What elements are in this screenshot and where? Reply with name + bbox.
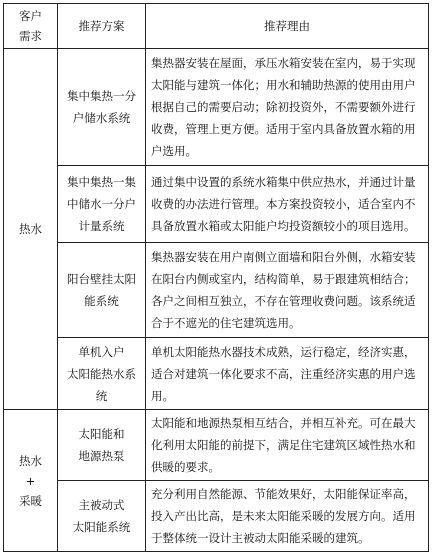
demand-cell-hot-water-heating: 热水 + 采暖 <box>4 410 58 552</box>
recommendation-table <box>3 3 429 552</box>
table-row <box>4 481 429 552</box>
plan-cell: 主被动式 太阳能系统 <box>58 481 146 552</box>
plan-cell: 太阳能和 地源热泵 <box>58 410 146 481</box>
plan-cell: 阳台壁挂太阳 能系统 <box>58 243 146 338</box>
table-row <box>4 49 429 166</box>
table-row <box>4 410 429 481</box>
plan-cell: 单机入户 太阳能热水系 统 <box>58 338 146 410</box>
table-header-row <box>4 4 429 49</box>
reason-cell: 单机太阳能热水器技术成熟，运行稳定，经济实惠，适合对建筑一体化要求不高，注重经济实惠的用户选用。 <box>146 338 429 410</box>
demand-cell-hot-water: 热水 <box>4 49 58 410</box>
plan-cell: 集中集热一集 中储水一分户 计量系统 <box>58 166 146 243</box>
table-row <box>4 243 429 338</box>
header-reason: 推荐理由 <box>146 4 429 49</box>
plan-cell: 集中集热一分 户储水系统 <box>58 49 146 166</box>
reason-cell: 通过集中设置的系统水箱集中供应热水，并通过计量收费的办法进行管理。本方案投资较小，适合室内不具备放置水箱或太阳能户均投资额较小的项目选用。 <box>146 166 429 243</box>
table-row <box>4 338 429 410</box>
header-demand: 客户 需求 <box>4 4 58 49</box>
reason-cell: 集热器安装在用户南侧立面墙和阳台外侧，水箱安装在阳台内侧或室内，结构简单，易于跟建筑相结合；各户之间相互独立，不存在管理收费问题。该系统适合于不遮光的住宅建筑选用。 <box>146 243 429 338</box>
reason-cell: 充分利用自然能源、节能效果好，太阳能保证率高，投入产出比高，是未来太阳能采暖的发展方向。适用于整体统一设计主被动太阳能采暖的建筑。 <box>146 481 429 552</box>
header-plan: 推荐方案 <box>58 4 146 49</box>
reason-cell: 太阳能和地源热泵相互结合，并相互补充。可在最大化利用太阳能的前提下，满足住宅建筑区域性热水和供暖的要求。 <box>146 410 429 481</box>
reason-cell: 集热器安装在屋面，承压水箱安装在室内，易于实现太阳能与建筑一体化；用水和辅助热源的使用由用户根据自己的需要启动；除初投资外，不需要额外进行收费，管理上更方便。适用于室内具备放置水箱的用户选用。 <box>146 49 429 166</box>
table-row <box>4 166 429 243</box>
